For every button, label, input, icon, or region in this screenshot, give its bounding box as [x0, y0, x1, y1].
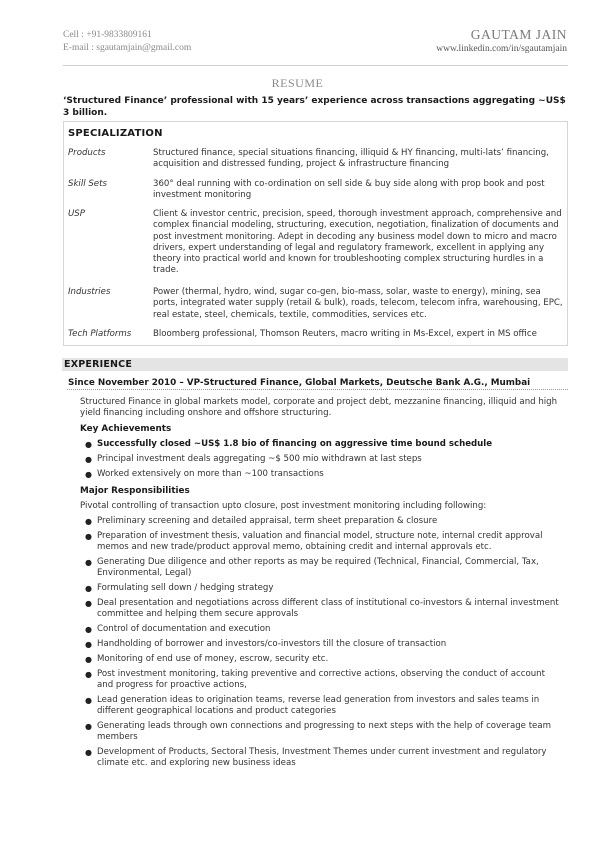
bullet-icon: ● — [85, 470, 92, 479]
list-item: ● Preparation of investment thesis, valuation and financial model, structure note, internal credit approval memos and new trade/product approval memo, obtaining credit and internal approvals etc. — [85, 531, 543, 552]
cell-number: Cell : +91-9833809161 — [63, 30, 152, 40]
bullet-icon: ● — [85, 696, 92, 705]
spec-row-tech-platforms — [68, 329, 563, 341]
linkedin-link[interactable]: www.linkedin.com/in/sgautamjain — [436, 44, 567, 54]
bullet-icon: ● — [85, 455, 92, 464]
bullet-icon: ● — [85, 748, 92, 757]
list-item: ● Monitoring of end use of money, escrow, security etc. — [85, 654, 329, 664]
list-item: ● Preliminary screening and detailed appraisal, term sheet preparation & closure — [85, 516, 438, 526]
spec-row-industries — [68, 287, 563, 321]
job-divider — [67, 389, 568, 390]
summary-statement: ‘Structured Finance’ professional with 15 years’ experience across transactions aggregating ~US$ 3 billion. — [63, 96, 566, 118]
candidate-name: GAUTAM JAIN — [470, 27, 567, 42]
bullet-icon: ● — [85, 584, 92, 593]
document-title: RESUME — [271, 76, 324, 90]
key-achievements-heading: Key Achievements — [80, 424, 172, 434]
spec-text: Power (thermal, hydro, wind, sugar co-gen, bio-mass, solar, waste to energy), mining, sea ports, integrated water supply (retail & bulk), roads, telecom, telecom infra, warehousing, EPC, real estate, steel, chemicals, textile, commodities, services etc. — [153, 287, 563, 320]
spec-label: Skill Sets — [68, 179, 107, 189]
experience-heading: EXPERIENCE — [64, 359, 133, 370]
major-responsibilities-heading: Major Responsibilities — [80, 486, 190, 496]
spec-row-usp — [68, 209, 563, 279]
experience-heading-bar — [62, 358, 568, 371]
spec-label: USP — [68, 209, 85, 219]
list-item: ● Deal presentation and negotiations across different class of institutional co-investors & internal investment committee and helping them secure approvals — [85, 598, 559, 619]
list-item: ● Handholding of borrower and investors/co-investors till the closure of transaction — [85, 639, 447, 649]
spec-text: 360° deal running with co-ordination on sell side & buy side along with prop book and post investment monitoring — [153, 179, 545, 201]
bullet-icon: ● — [85, 655, 92, 664]
header-divider — [63, 65, 568, 66]
bullet-icon: ● — [85, 599, 92, 608]
list-item: ● Post investment monitoring, taking preventive and corrective actions, observing the conduct of account and progress for proactive actions, — [85, 669, 545, 690]
bullet-icon: ● — [85, 722, 92, 731]
spec-label: Tech Platforms — [68, 329, 132, 339]
list-item: ● Generating leads through own connections and progressing to next steps with the help of coverage team members — [85, 721, 551, 742]
bullet-icon: ● — [85, 640, 92, 649]
list-item: ● Worked extensively on more than ~100 transactions — [85, 469, 324, 479]
bullet-icon: ● — [85, 625, 92, 634]
responsibilities-intro: Pivotal controlling of transaction upto closure, post investment monitoring including following: — [80, 501, 487, 511]
name-block — [436, 27, 567, 56]
list-item: ● Lead generation ideas to origination teams, reverse lead generation from investors and sales teams in different geographical locations and product categories — [85, 695, 540, 716]
list-item: ● Generating Due diligence and other reports as may be required (Technical, Financial, Commercial, Tax, Environmental, Legal) — [85, 557, 539, 578]
job-title: Since November 2010 – VP-Structured Finance, Global Markets, Deutsche Bank A.G., Mumbai — [68, 378, 531, 388]
achievements-list — [80, 439, 560, 484]
spec-text: Structured finance, special situations financing, illiquid & HY financing, multi-lats’ financing, acquisition and distressed funding, project & infrastructure financing — [153, 148, 549, 170]
contact-block — [63, 29, 191, 55]
list-item: ● Development of Products, Sectoral Thesis, Investment Themes under current investment and regulatory climate etc. and exploring new business ideas — [85, 747, 547, 768]
spec-row-products — [68, 148, 563, 171]
job-intro: Structured Finance in global markets model, corporate and project debt, mezzanine financing, illiquid and high yield financing including onshore and offshore structuring. — [80, 397, 558, 418]
bullet-icon: ● — [85, 440, 92, 449]
email-address[interactable]: E-mail : sgautamjain@gmail.com — [63, 43, 192, 53]
specialization-heading: SPECIALIZATION — [68, 128, 163, 139]
list-item: ● Successfully closed ~US$ 1.8 bio of financing on aggressive time bound schedule — [85, 439, 493, 449]
list-item: ● Principal investment deals aggregating ~$ 500 mio withdrawn at last steps — [85, 454, 422, 464]
bullet-icon: ● — [85, 532, 92, 541]
spec-text: Client & investor centric, precision, speed, thorough investment approach, comprehensive and complex financial modeling, structuring, execution, negotiation, finalization of documents and post investment monitoring. Adept in decoding any business model down to micro and macro drivers, expert understanding of legal and regulatory framework, excellent in applying any theory into practical world and known for troubleshooting complex structuring hurdles in a trade. — [153, 209, 562, 276]
bullet-icon: ● — [85, 670, 92, 679]
bullet-icon: ● — [85, 558, 92, 567]
list-item: ● Control of documentation and execution — [85, 624, 271, 634]
list-item: ● Formulating sell down / hedging strategy — [85, 583, 274, 593]
spec-label: Products — [68, 148, 106, 158]
spec-row-skill-sets — [68, 179, 563, 202]
responsibilities-list — [80, 516, 560, 773]
spec-label: Industries — [68, 287, 111, 297]
bullet-icon: ● — [85, 517, 92, 526]
spec-text: Bloomberg professional, Thomson Reuters, macro writing in Ms-Excel, expert in MS office — [153, 329, 537, 339]
